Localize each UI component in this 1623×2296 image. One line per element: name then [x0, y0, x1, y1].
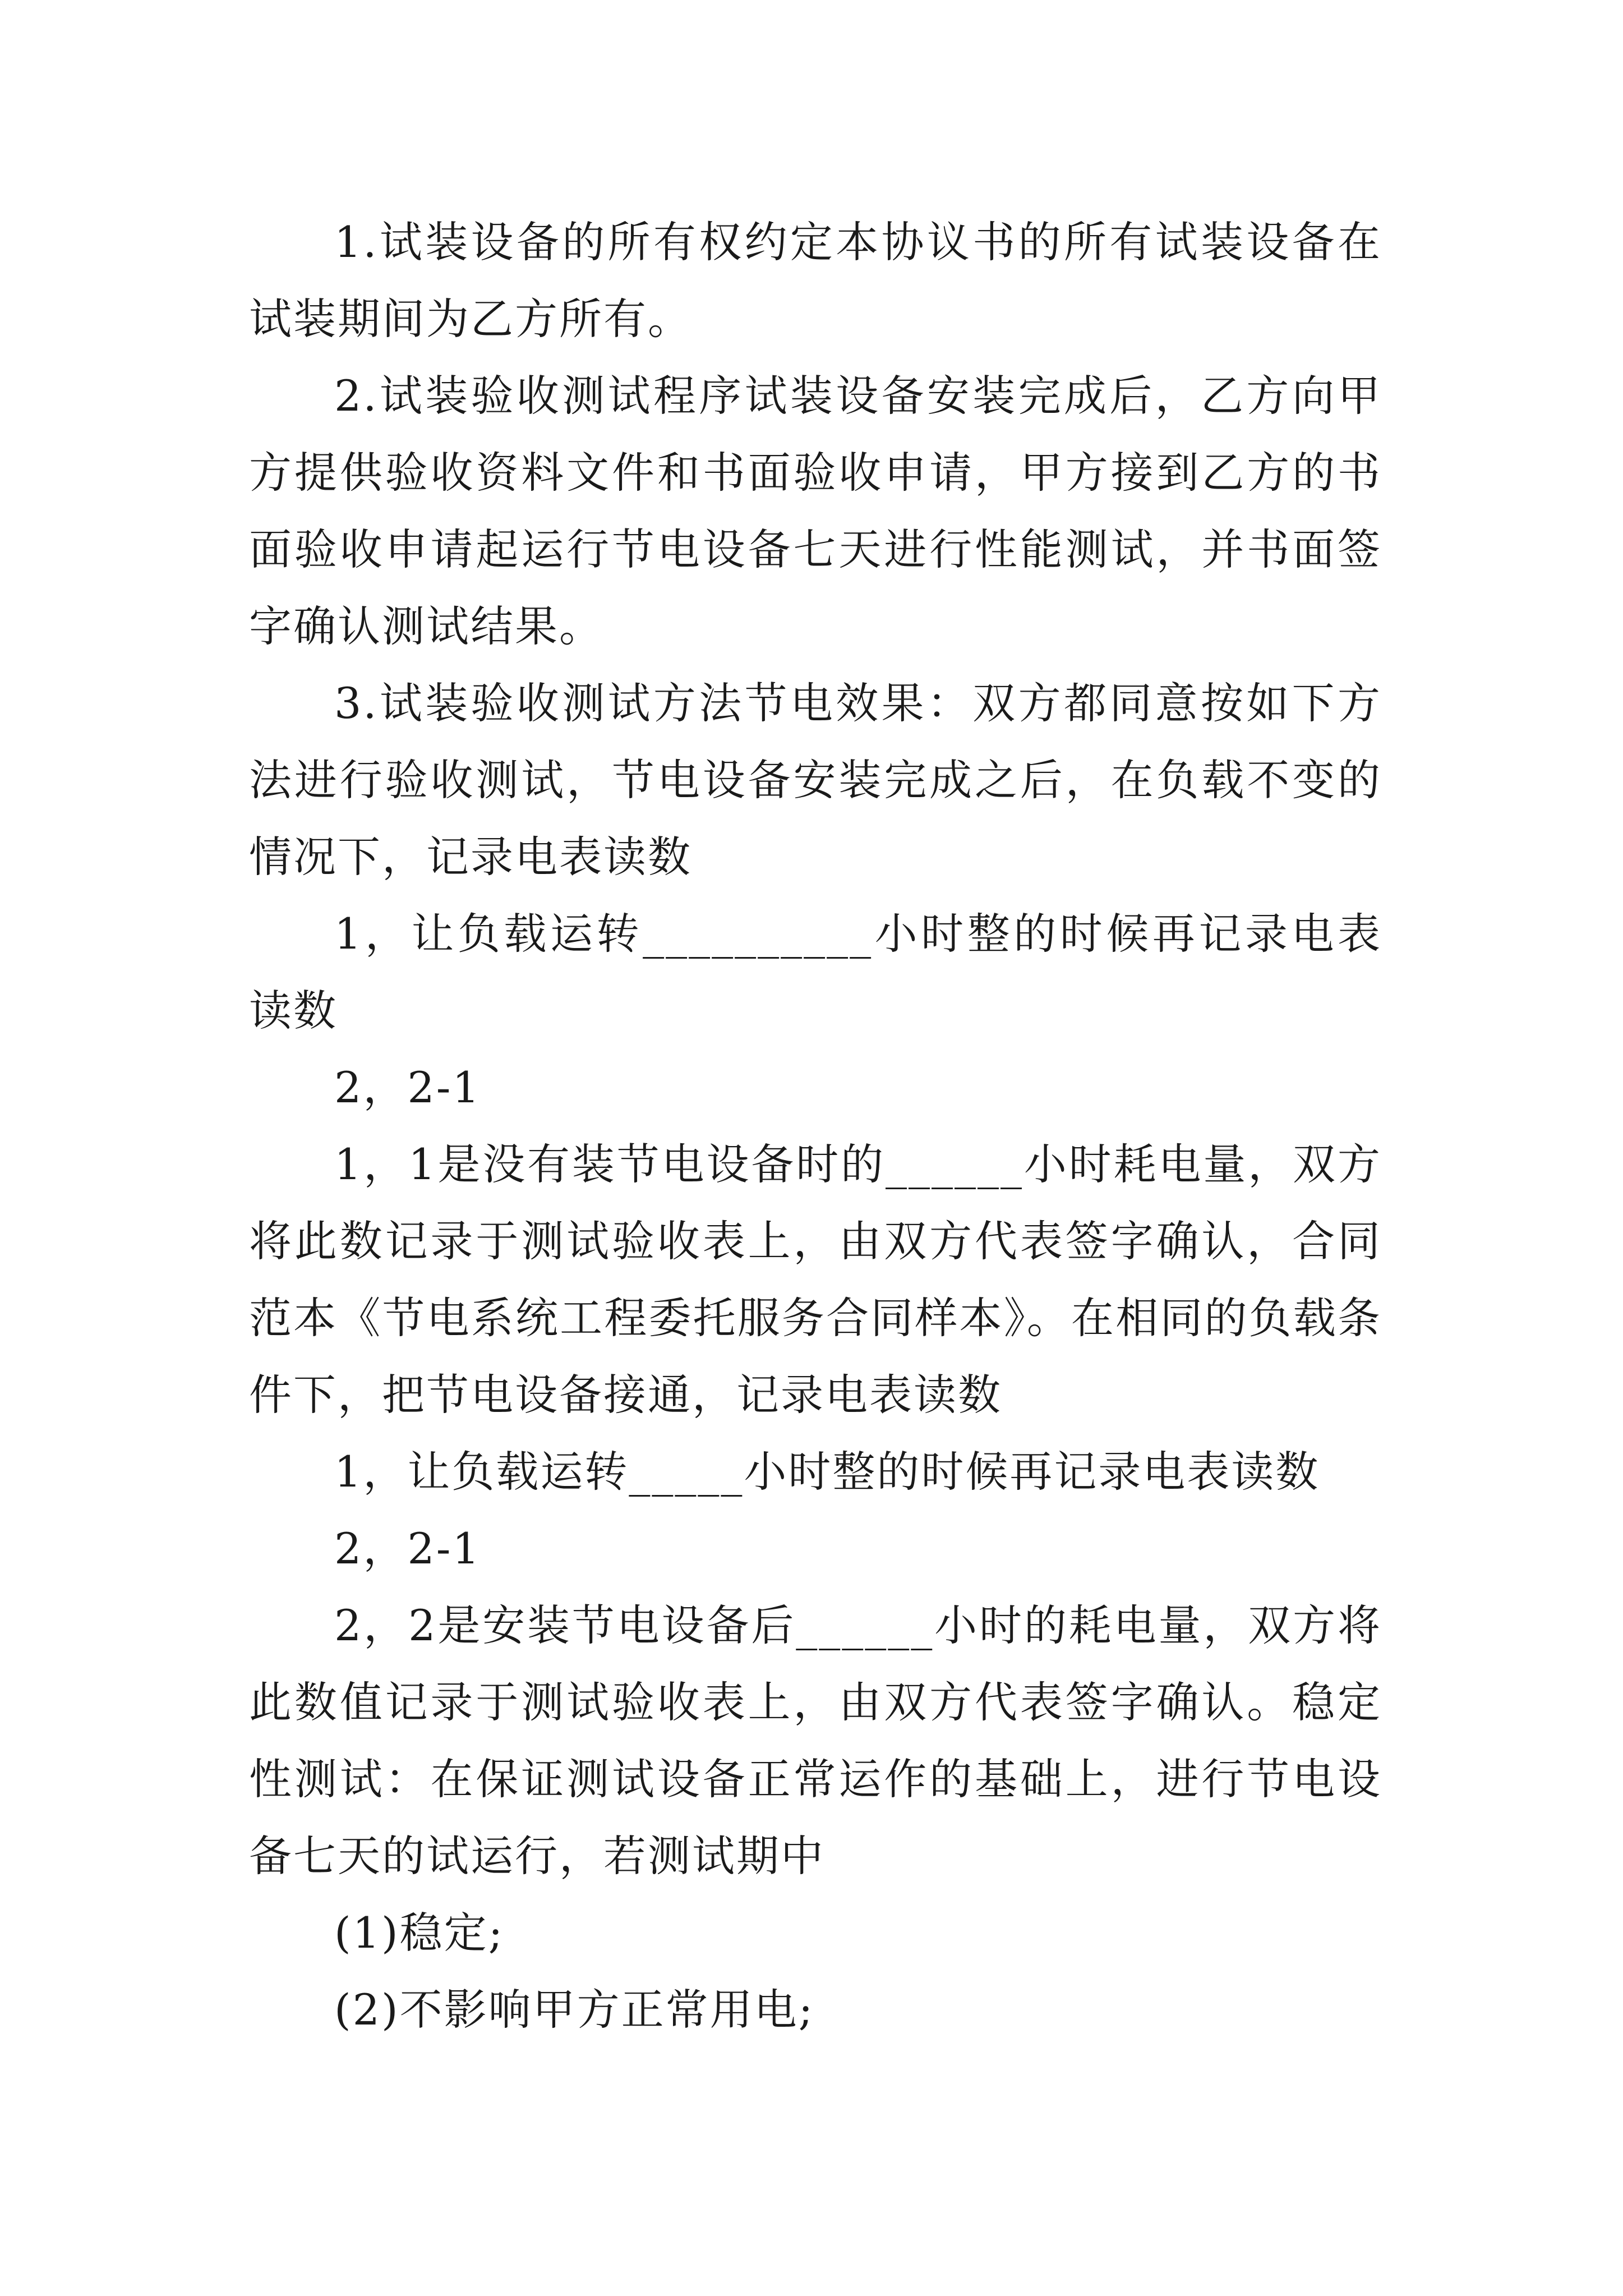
paragraph-condition-no-impact: (2)不影响甲方正常用电;	[334, 1985, 815, 2035]
paragraph-step-run-load-2: 1，让负载运转_____小时整的时候再记录电表读数	[334, 1447, 1320, 1497]
paragraph-acceptance-method: 3.试装验收测试方法节电效果：双方都同意按如下方法进行验收测试，节电设备安装完成之后，在负载不变的情况下，记录电表读数	[249, 678, 1382, 882]
paragraph-ownership: 1.试装设备的所有权约定本协议书的所有试装设备在试装期间为乙方所有。	[249, 217, 1382, 344]
document-body	[249, 204, 1382, 2048]
paragraph-condition-stable: (1)稳定;	[334, 1908, 505, 1958]
paragraph-step-2-1-a: 2，2-1	[334, 1062, 481, 1112]
paragraph-step-run-load-1: 1，让负载运转__________小时整的时候再记录电表读数	[249, 909, 1382, 1036]
paragraph-step-2-1-b: 2，2-1	[334, 1524, 481, 1573]
paragraph-after-install-consumption: 2，2是安装节电设备后______小时的耗电量，双方将此数值记录于测试验收表上，由双方代表签字确认。稳定性测试：在保证测试设备正常运作的基础上，进行节电设备七天的试运行，若测试期中	[249, 1600, 1382, 1881]
paragraph-acceptance-procedure: 2.试装验收测试程序试装设备安装完成后，乙方向甲方提供验收资料文件和书面验收申请，甲方接到乙方的书面验收申请起运行节电设备七天进行性能测试，并书面签字确认测试结果。	[249, 371, 1382, 651]
paragraph-baseline-consumption: 1，1是没有装节电设备时的______小时耗电量，双方将此数记录于测试验收表上，由双方代表签字确认，合同范本《节电系统工程委托服务合同样本》。在相同的负载条件下，把节电设备接通，记录电表读数	[249, 1139, 1382, 1420]
